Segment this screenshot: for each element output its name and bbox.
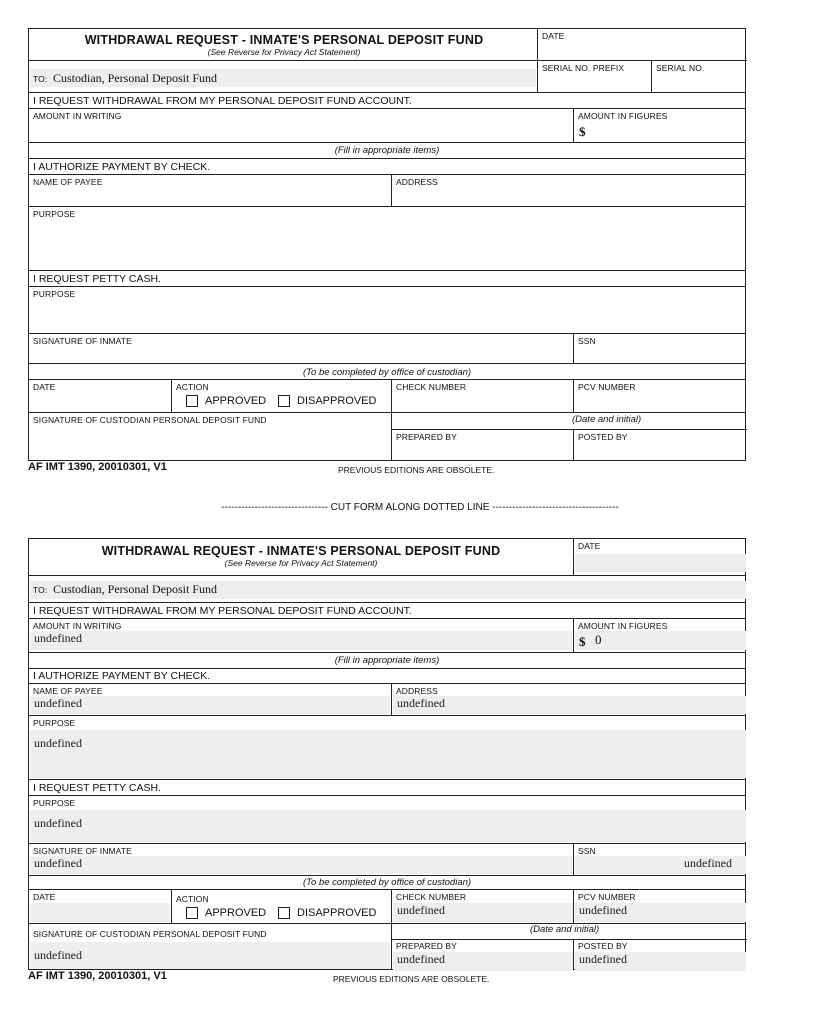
custodian-note: (To be completed by office of custodian)	[302, 367, 472, 378]
fill-note: (Fill in appropriate items)	[334, 145, 440, 156]
to-value: Custodian, Personal Deposit Fund	[53, 582, 217, 596]
ssn-cell	[573, 844, 747, 875]
amount-row	[29, 108, 745, 142]
form-id-top: AF IMT 1390, 20010301, V1	[28, 461, 167, 473]
amount-writing-field[interactable]: undefined	[30, 631, 572, 650]
authorize-check-row	[29, 158, 745, 174]
amount-figures-label: AMOUNT IN FIGURES	[578, 111, 668, 121]
custodian-signature-row	[29, 412, 745, 461]
disapproved-checkbox[interactable]	[278, 907, 290, 919]
authorize-check-text: I AUTHORIZE PAYMENT BY CHECK.	[33, 161, 211, 173]
petty-cash-row	[29, 779, 745, 795]
request-withdrawal-row	[29, 602, 745, 618]
date-initial-cell	[391, 924, 747, 939]
obsolete-note-bottom: PREVIOUS EDITIONS ARE OBSOLETE.	[333, 974, 490, 984]
custodian-date-cell[interactable]	[29, 380, 171, 412]
to-row	[29, 575, 745, 602]
custodian-note: (To be completed by office of custodian)	[302, 877, 472, 888]
payee-cell	[29, 684, 391, 715]
withdrawal-form-bottom	[28, 538, 746, 970]
date-initial-note: (Date and initial)	[572, 414, 642, 425]
custodian-date-field[interactable]	[30, 903, 170, 922]
signature-inmate-label: SIGNATURE OF INMATE	[33, 336, 132, 346]
payee-field[interactable]: undefined	[30, 696, 390, 714]
authorize-check-text: I AUTHORIZE PAYMENT BY CHECK.	[33, 670, 211, 682]
date-initial-note: (Date and initial)	[530, 924, 600, 935]
pcv-number-cell[interactable]	[573, 380, 747, 412]
to-label: TO:	[33, 585, 48, 595]
withdrawal-form-top	[28, 28, 746, 461]
custodian-signature-row	[29, 923, 745, 970]
to-row	[29, 60, 537, 92]
purpose-label: PURPOSE	[33, 798, 76, 808]
address-cell[interactable]	[391, 175, 747, 206]
action-row	[29, 889, 745, 923]
disapproved-label: DISAPPROVED	[297, 907, 377, 919]
prepared-by-cell	[391, 939, 573, 970]
approved-checkbox[interactable]	[186, 907, 198, 919]
prepared-by-field[interactable]: undefined	[393, 952, 573, 971]
payee-label: NAME OF PAYEE	[33, 177, 103, 187]
custodian-note-row	[29, 875, 745, 889]
custodian-date-label: DATE	[33, 892, 56, 902]
ssn-field[interactable]: undefined	[575, 856, 746, 874]
approved-label: APPROVED	[205, 395, 267, 407]
signature-custodian-cell[interactable]	[29, 413, 391, 461]
posted-by-cell	[573, 939, 747, 970]
fill-note: (Fill in appropriate items)	[334, 655, 440, 666]
purpose-label: PURPOSE	[33, 289, 76, 299]
action-cell	[171, 890, 391, 923]
signature-inmate-field[interactable]: undefined	[30, 856, 572, 874]
ssn-label: SSN	[578, 336, 596, 346]
action-row	[29, 379, 745, 412]
signature-custodian-label: SIGNATURE OF CUSTODIAN PERSONAL DEPOSIT FUND	[33, 929, 267, 939]
signature-inmate-row	[29, 843, 745, 875]
purpose-label: PURPOSE	[33, 209, 76, 219]
payee-row	[29, 174, 745, 206]
form-title: WITHDRAWAL REQUEST - INMATE'S PERSONAL DEPOSIT FUND	[84, 33, 484, 47]
purpose-petty-row[interactable]	[29, 286, 745, 333]
posted-by-field[interactable]: undefined	[575, 952, 746, 971]
amount-writing-cell	[29, 619, 573, 652]
address-label: ADDRESS	[396, 177, 438, 187]
address-cell	[391, 684, 747, 715]
form-id-bottom: AF IMT 1390, 20010301, V1	[28, 970, 167, 982]
disapproved-checkbox[interactable]	[278, 395, 290, 407]
signature-inmate-cell[interactable]	[29, 334, 573, 363]
amount-figures-value: 0	[595, 632, 602, 647]
signature-custodian-field[interactable]: undefined	[30, 942, 390, 969]
check-number-cell[interactable]	[391, 380, 573, 412]
address-field[interactable]: undefined	[393, 696, 746, 714]
custodian-date-cell	[29, 890, 171, 923]
check-number-field[interactable]: undefined	[393, 903, 573, 922]
amount-writing-label: AMOUNT IN WRITING	[33, 111, 122, 121]
pcv-number-cell	[573, 890, 747, 923]
check-number-cell	[391, 890, 573, 923]
form-subtitle: (See Reverse for Privacy Act Statement)	[207, 47, 361, 57]
request-withdrawal-text: I REQUEST WITHDRAWAL FROM MY PERSONAL DEPOSIT FUND ACCOUNT.	[33, 605, 412, 617]
action-label: ACTION	[176, 894, 209, 904]
petty-cash-row	[29, 270, 745, 286]
request-withdrawal-text: I REQUEST WITHDRAWAL FROM MY PERSONAL DEPOSIT FUND ACCOUNT.	[33, 95, 412, 107]
signature-inmate-label: SIGNATURE OF INMATE	[33, 846, 132, 856]
petty-cash-text: I REQUEST PETTY CASH.	[33, 273, 161, 285]
signature-custodian-label: SIGNATURE OF CUSTODIAN PERSONAL DEPOSIT FUND	[33, 415, 267, 425]
amount-writing-cell[interactable]	[29, 109, 573, 142]
approved-checkbox[interactable]	[186, 395, 198, 407]
amount-figures-label: AMOUNT IN FIGURES	[578, 621, 668, 631]
date-label: DATE	[578, 541, 601, 551]
dollar-sign: $	[579, 634, 586, 649]
serial-no-label: SERIAL NO.	[656, 63, 705, 73]
amount-writing-label: AMOUNT IN WRITING	[33, 621, 122, 631]
posted-by-cell[interactable]	[573, 429, 747, 461]
obsolete-note-top: PREVIOUS EDITIONS ARE OBSOLETE.	[338, 465, 495, 475]
payee-row	[29, 683, 745, 715]
signature-inmate-cell	[29, 844, 573, 875]
amount-row	[29, 618, 745, 652]
pcv-number-label: PCV NUMBER	[578, 892, 636, 902]
action-cell	[171, 380, 391, 412]
serial-prefix-cell	[537, 60, 652, 92]
ssn-label: SSN	[578, 846, 596, 856]
date-field[interactable]	[575, 554, 746, 572]
custodian-note-row	[29, 363, 745, 379]
address-label: ADDRESS	[396, 686, 438, 696]
serial-prefix-label: SERIAL NO. PREFIX	[542, 63, 625, 73]
purpose-label: PURPOSE	[33, 718, 76, 728]
check-number-label: CHECK NUMBER	[396, 382, 467, 392]
purpose-check-row	[29, 715, 745, 779]
signature-inmate-row	[29, 333, 745, 363]
request-withdrawal-row	[29, 92, 745, 108]
serial-no-cell	[651, 60, 747, 92]
form-title: WITHDRAWAL REQUEST - INMATE'S PERSONAL DEPOSIT FUND	[101, 544, 501, 558]
disapproved-label: DISAPPROVED	[297, 395, 377, 407]
pcv-number-field[interactable]: undefined	[575, 903, 746, 922]
action-label: ACTION	[176, 382, 209, 392]
petty-cash-text: I REQUEST PETTY CASH.	[33, 782, 161, 794]
custodian-date-label: DATE	[33, 382, 56, 392]
amount-figures-cell	[573, 619, 747, 652]
payee-label: NAME OF PAYEE	[33, 686, 103, 696]
approved-label: APPROVED	[205, 907, 267, 919]
purpose-petty-field[interactable]: undefined	[30, 810, 746, 842]
form-subtitle: (See Reverse for Privacy Act Statement)	[224, 558, 378, 568]
purpose-check-field[interactable]: undefined	[30, 730, 746, 778]
date-cell[interactable]	[573, 539, 747, 575]
posted-by-label: POSTED BY	[578, 432, 628, 442]
purpose-check-row[interactable]	[29, 206, 745, 270]
check-number-label: CHECK NUMBER	[396, 892, 467, 902]
prepared-by-label: PREPARED BY	[396, 941, 457, 951]
date-initial-cell	[391, 413, 747, 429]
fill-note-row	[29, 142, 745, 158]
posted-by-label: POSTED BY	[578, 941, 628, 951]
pcv-number-label: PCV NUMBER	[578, 382, 636, 392]
cut-line: -------------------------------- CUT FORM ALONG DOTTED LINE --------------------------------------	[221, 502, 619, 513]
dollar-sign: $	[579, 124, 586, 139]
to-value: Custodian, Personal Deposit Fund	[53, 71, 217, 85]
prepared-by-label: PREPARED BY	[396, 432, 457, 442]
ssn-cell[interactable]	[573, 334, 747, 363]
purpose-petty-row	[29, 795, 745, 843]
amount-figures-cell[interactable]	[573, 109, 747, 142]
authorize-check-row	[29, 668, 745, 683]
payee-cell[interactable]	[29, 175, 391, 206]
to-label: TO:	[33, 74, 48, 84]
prepared-by-cell[interactable]	[391, 429, 573, 461]
signature-custodian-cell	[29, 924, 391, 970]
date-cell	[537, 29, 747, 60]
fill-note-row	[29, 652, 745, 668]
date-label: DATE	[542, 31, 565, 41]
